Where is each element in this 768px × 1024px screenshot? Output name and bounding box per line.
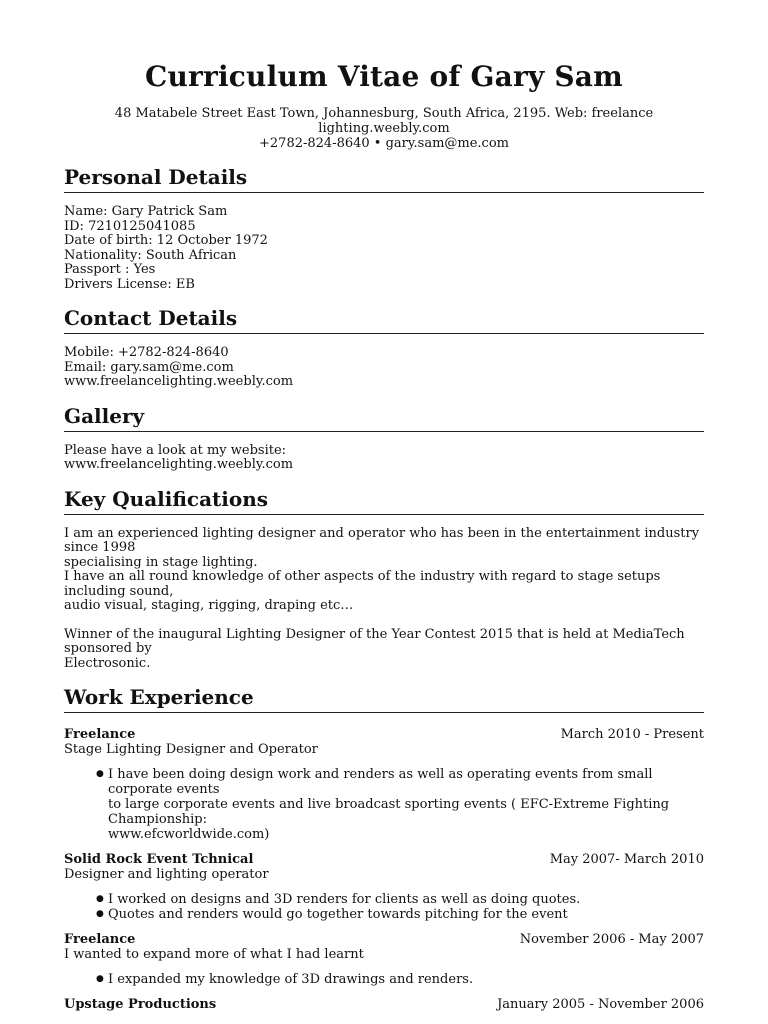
contact-details-body bbox=[64, 346, 704, 390]
job-company: Freelance bbox=[64, 932, 136, 947]
section-heading-qualifications: Key Qualifications bbox=[64, 487, 704, 515]
job-entry bbox=[64, 997, 704, 1012]
bullet-line: www.efcworldwide.com) bbox=[108, 827, 270, 842]
section-heading-gallery: Gallery bbox=[64, 404, 704, 432]
job-dates: March 2010 - Present bbox=[560, 727, 704, 742]
gallery-intro: Please have a look at my website: bbox=[64, 442, 287, 458]
contact-website: www.freelancelighting.weebly.com bbox=[64, 374, 294, 389]
section-gallery bbox=[64, 404, 704, 473]
job-header bbox=[64, 852, 704, 867]
job-company: Upstage Productions bbox=[64, 997, 217, 1012]
job-bullets bbox=[64, 892, 704, 922]
qualifications-line: I am an experienced lighting designer and operator who has been in the entertainment industry since 1998 bbox=[64, 525, 700, 555]
gallery-website: www.freelancelighting.weebly.com bbox=[64, 457, 294, 472]
section-contact-details bbox=[64, 306, 704, 390]
section-key-qualifications bbox=[64, 487, 704, 672]
job-bullet bbox=[96, 972, 704, 987]
job-dates: January 2005 - November 2006 bbox=[497, 997, 704, 1012]
job-bullet bbox=[96, 892, 704, 907]
job-bullets bbox=[64, 972, 704, 987]
paragraph-spacer bbox=[64, 614, 704, 628]
header-address: 48 Matabele Street East Town, Johannesburg, South Africa, 2195. Web: freelance lighting.weebly.com bbox=[114, 106, 654, 136]
job-bullets bbox=[64, 767, 704, 842]
bullet-line: ● Quotes and renders would go together towards pitching for the event bbox=[108, 907, 568, 922]
personal-name: Name: Gary Patrick Sam bbox=[64, 204, 228, 219]
section-heading-contact: Contact Details bbox=[64, 306, 704, 334]
personal-id: ID: 7210125041085 bbox=[64, 218, 196, 234]
section-heading-work: Work Experience bbox=[64, 685, 704, 713]
gallery-body bbox=[64, 444, 704, 473]
section-heading-personal: Personal Details bbox=[64, 165, 704, 193]
job-entry bbox=[64, 727, 704, 842]
award-line: Electrosonic. bbox=[64, 655, 151, 671]
bullet-line: ● I worked on designs and 3D renders for clients as well as doing quotes. bbox=[108, 892, 581, 907]
job-header bbox=[64, 997, 704, 1012]
page-title: Curriculum Vitae of Gary Sam bbox=[145, 60, 623, 93]
personal-license: Drivers License: EB bbox=[64, 276, 195, 292]
job-role: I wanted to expand more of what I had learnt bbox=[64, 947, 364, 962]
bullet-line: ● I expanded my knowledge of 3D drawings and renders. bbox=[108, 972, 474, 987]
job-dates: May 2007- March 2010 bbox=[549, 852, 704, 867]
job-role: Designer and lighting operator bbox=[64, 867, 269, 882]
job-bullet bbox=[96, 907, 704, 922]
job-dates: November 2006 - May 2007 bbox=[519, 932, 704, 947]
job-header bbox=[64, 727, 704, 742]
job-bullet bbox=[96, 767, 704, 842]
job-company: Solid Rock Event Tchnical bbox=[64, 852, 254, 867]
section-work-experience bbox=[64, 685, 704, 1012]
personal-details-body bbox=[64, 205, 704, 292]
personal-passport: Passport : Yes bbox=[64, 262, 156, 277]
personal-dob: Date of birth: 12 October 1972 bbox=[64, 233, 268, 248]
contact-mobile: Mobile: +2782-824-8640 bbox=[64, 345, 229, 360]
job-company: Freelance bbox=[64, 727, 136, 742]
job-entry bbox=[64, 852, 704, 922]
bullet-line: ● I have been doing design work and renders as well as operating events from small corporate events bbox=[108, 767, 653, 797]
job-list bbox=[64, 727, 704, 1012]
job-role: Stage Lighting Designer and Operator bbox=[64, 742, 318, 757]
job-header bbox=[64, 932, 704, 947]
award-line: Winner of the inaugural Lighting Designer of the Year Contest 2015 that is held at MediaTech sponsored by bbox=[64, 626, 685, 656]
qualifications-line: I have an all round knowledge of other aspects of the industry with regard to stage setups including sound, bbox=[64, 569, 661, 599]
qualifications-body bbox=[64, 527, 704, 672]
job-entry bbox=[64, 932, 704, 987]
personal-nationality: Nationality: South African bbox=[64, 247, 237, 263]
section-personal-details bbox=[64, 165, 704, 292]
bullet-line: to large corporate events and live broadcast sporting events ( EFC-Extreme Fighting Championship: bbox=[108, 797, 670, 827]
contact-email: Email: gary.sam@me.com bbox=[64, 359, 234, 375]
header-contact bbox=[64, 106, 704, 151]
header-phone-email: +2782-824-8640 • gary.sam@me.com bbox=[259, 136, 509, 151]
qualifications-line: audio visual, staging, rigging, draping etc… bbox=[64, 598, 354, 613]
qualifications-line: specialising in stage lighting. bbox=[64, 554, 258, 570]
